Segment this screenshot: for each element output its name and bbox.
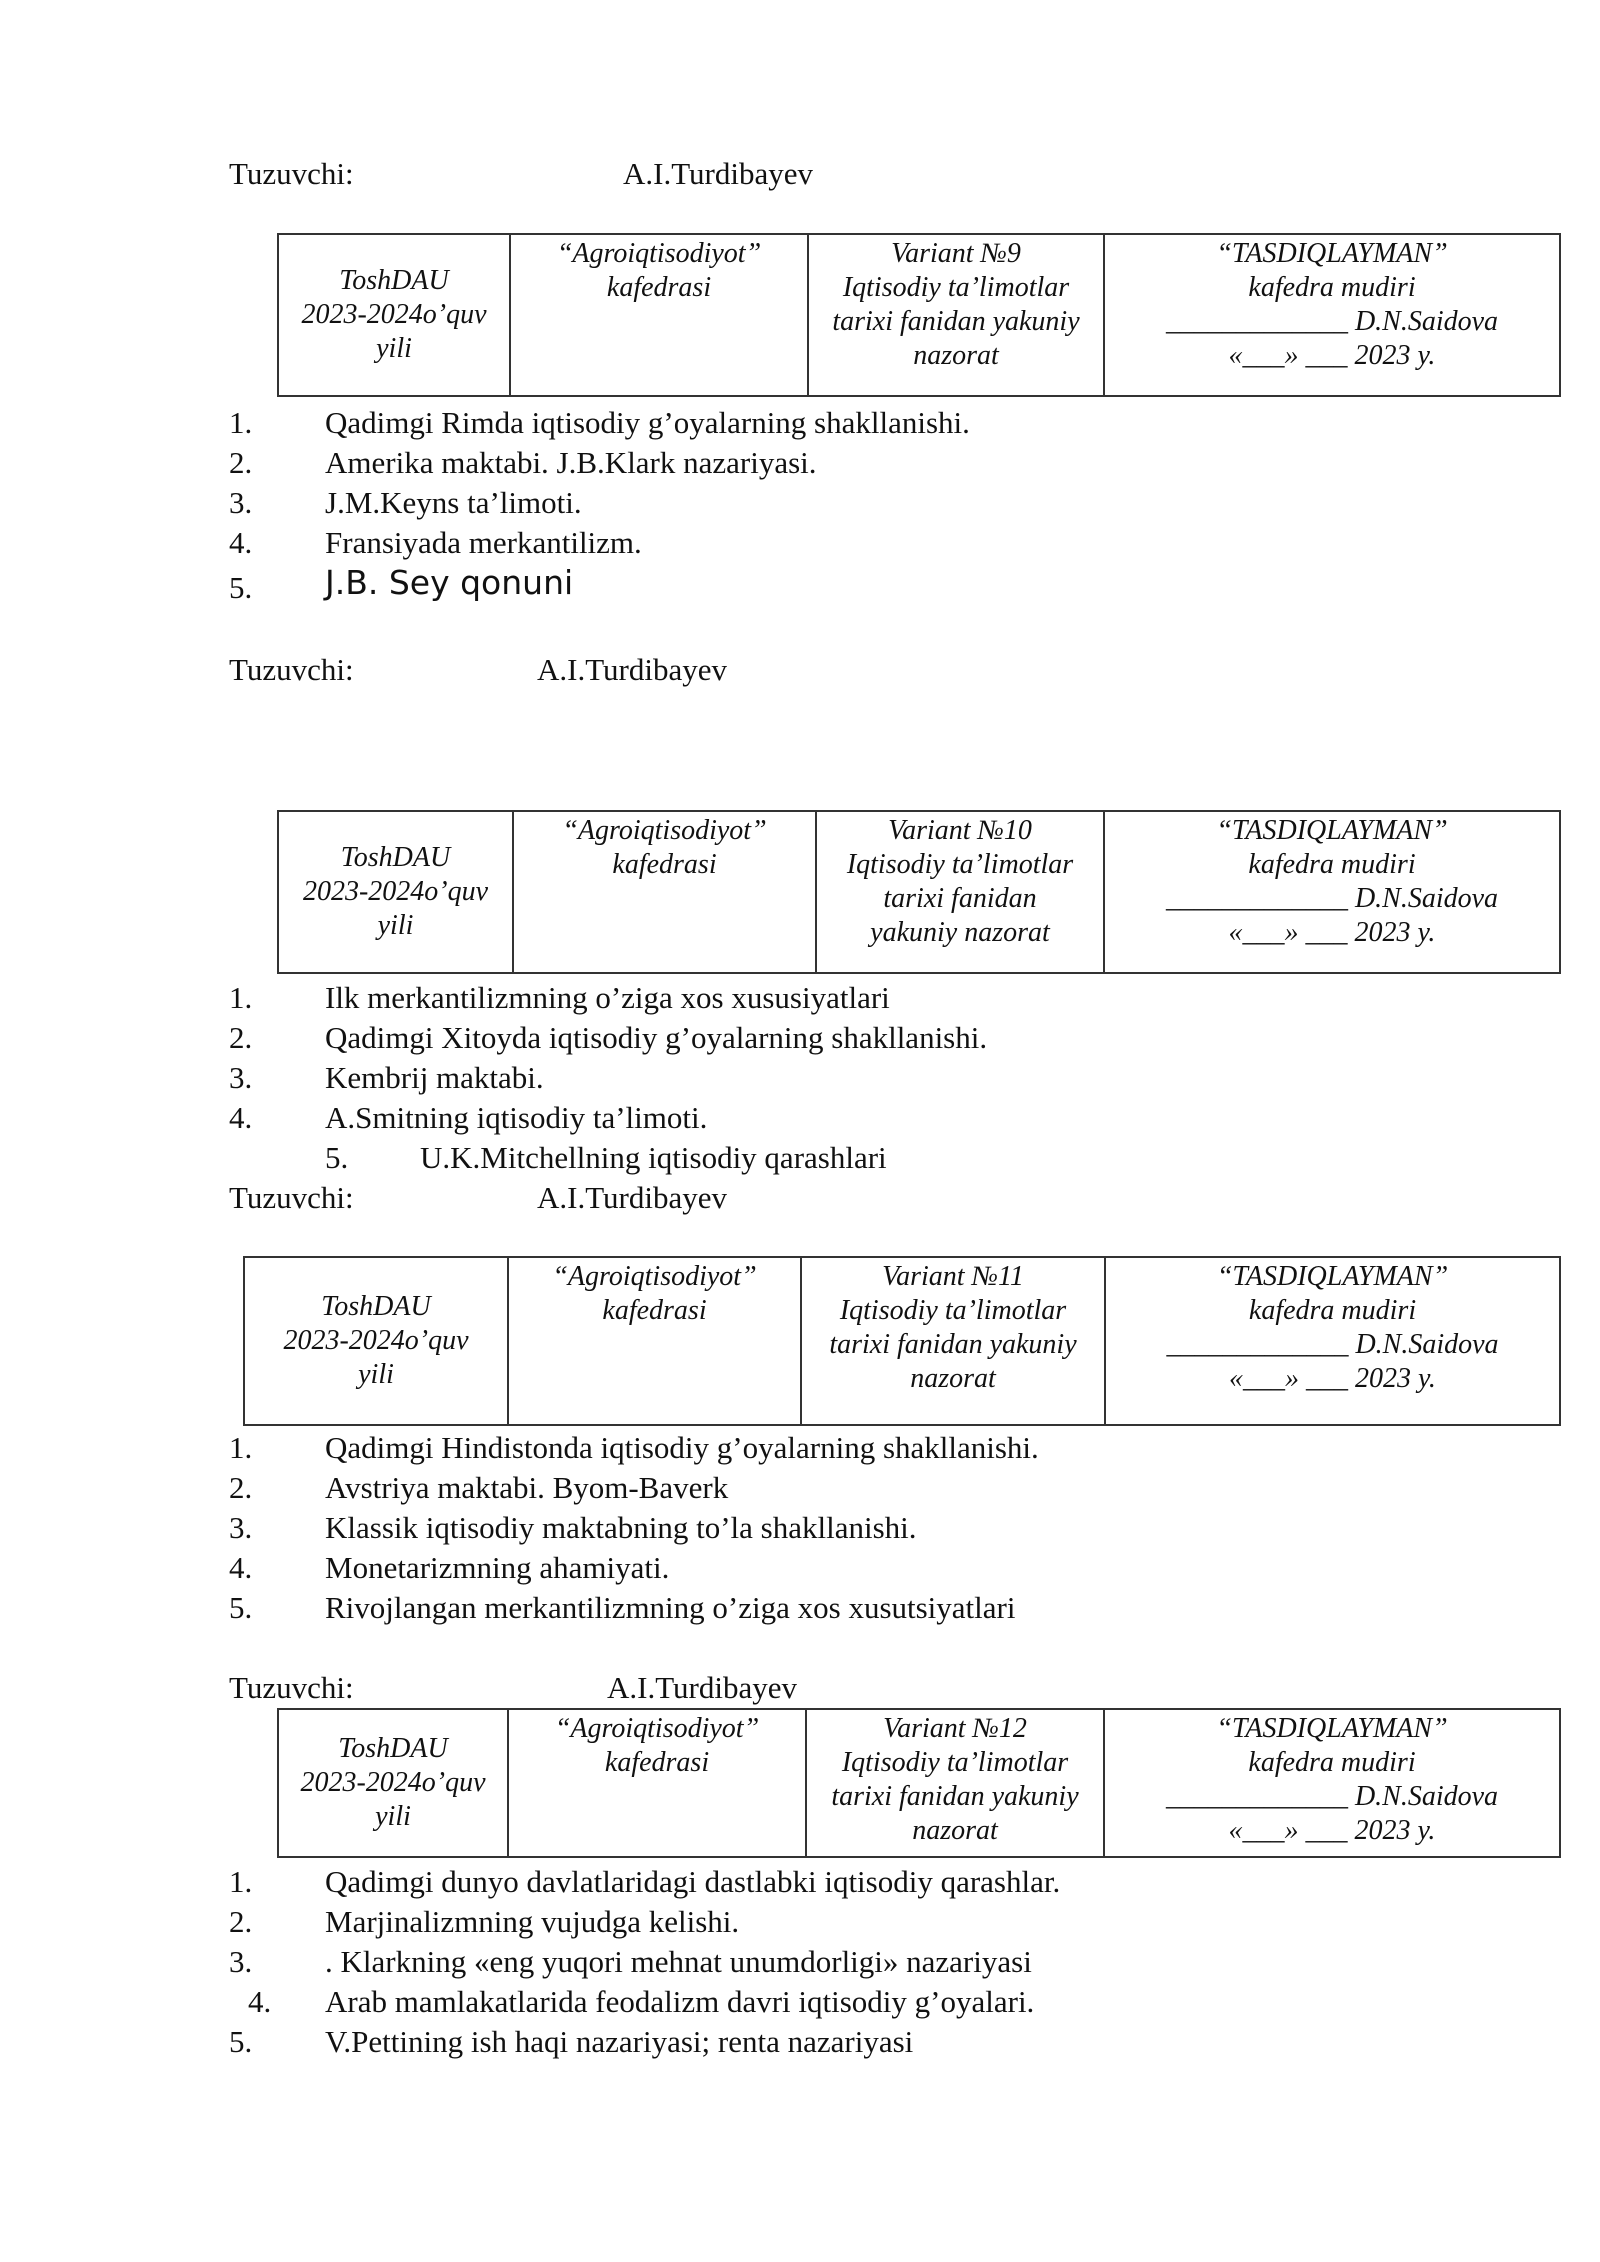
question-number: 5. [229,1590,253,1625]
question-number: 4. [229,1550,253,1585]
question-number: 3. [229,1944,253,1979]
question-text: Fransiyada merkantilizm. [325,525,642,560]
question-number: 2. [229,445,253,480]
compiler-name: A.I.Turdibayev [607,1670,798,1705]
question-text: Qadimgi dunyo davlatlaridagi dastlabki iqtisodiy qarashlar. [325,1864,1061,1899]
question-number: 3. [229,485,253,520]
question-text: Monetarizmning ahamiyati. [325,1550,670,1585]
question-number: 2. [229,1904,253,1939]
question-text: Qadimgi Rimda iqtisodiy g’oyalarning shakllanishi. [325,405,970,440]
variant-cell: Variant №10 Iqtisodiy ta’limotlar tarixi fanidan yakuniy nazorat [816,811,1104,973]
question-text: U.K.Mitchellning iqtisodiy qarashlari [420,1140,887,1175]
compiler-label: Tuzuvchi: [229,652,354,687]
compiler-label: Tuzuvchi: [229,156,354,191]
question-number: 1. [229,1864,253,1899]
question-text: Qadimgi Hindistonda iqtisodiy g’oyalarning shakllanishi. [325,1430,1039,1465]
department-cell: “Agroiqtisodiyot” kafedrasi [510,234,808,396]
question-number: 4. [248,1984,272,2019]
question-number: 3. [229,1060,253,1095]
variant-cell: Variant №11 Iqtisodiy ta’limotlar tarixi fanidan yakuniy nazorat [801,1257,1105,1425]
question-text: Amerika maktabi. J.B.Klark nazariyasi. [325,445,817,480]
variant-header-table [277,233,1561,397]
question-text: J.B. Sey qonuni [325,563,574,602]
compiler-name: A.I.Turdibayev [537,652,728,687]
question-text: Rivojlangan merkantilizmning o’ziga xos xusutsiyatlari [325,1590,1016,1625]
question-number: 5. [229,570,253,605]
department-cell: “Agroiqtisodiyot” kafedrasi [508,1709,806,1857]
question-number: 3. [229,1510,253,1545]
approval-cell: “TASDIQLAYMAN” kafedra mudiri _____________ D.N.Saidova «___» ___ 2023 y. [1105,1257,1560,1425]
question-text: Klassik iqtisodiy maktabning to’la shakllanishi. [325,1510,917,1545]
question-number: 4. [229,1100,253,1135]
university-cell: ToshDAU 2023-2024o’quv yili [278,234,510,396]
question-number: 1. [229,980,253,1015]
question-text: Marjinalizmning vujudga kelishi. [325,1904,740,1939]
question-text: A.Smitning iqtisodiy ta’limoti. [325,1100,708,1135]
question-text: Ilk merkantilizmning o’ziga xos xususiyatlari [325,980,890,1015]
compiler-label: Tuzuvchi: [229,1670,354,1705]
question-number: 1. [229,405,253,440]
department-cell: “Agroiqtisodiyot” kafedrasi [508,1257,801,1425]
question-number: 1. [229,1430,253,1465]
question-text: Avstriya maktabi. Byom-Baverk [325,1470,729,1505]
department-cell: “Agroiqtisodiyot” kafedrasi [513,811,816,973]
variant-cell: Variant №9 Iqtisodiy ta’limotlar tarixi fanidan yakuniy nazorat [808,234,1104,396]
university-cell: ToshDAU 2023-2024o’quv yili [278,811,513,973]
question-number: 2. [229,1470,253,1505]
approval-cell: “TASDIQLAYMAN” kafedra mudiri _____________ D.N.Saidova «___» ___ 2023 y. [1104,234,1560,396]
variant-header-table [277,1708,1561,1858]
question-number: 5. [325,1140,349,1175]
question-text: Arab mamlakatlarida feodalizm davri iqtisodiy g’oyalari. [325,1984,1035,2019]
compiler-label: Tuzuvchi: [229,1180,354,1215]
approval-cell: “TASDIQLAYMAN” kafedra mudiri _____________ D.N.Saidova «___» ___ 2023 y. [1104,1709,1560,1857]
question-text: V.Pettining ish haqi nazariyasi; renta nazariyasi [325,2024,914,2059]
university-cell: ToshDAU 2023-2024o’quv yili [244,1257,508,1425]
question-text: . Klarkning «eng yuqori mehnat unumdorligi» nazariyasi [325,1944,1032,1979]
variant-header-table [277,810,1561,974]
variant-header-table [243,1256,1561,1426]
question-number: 2. [229,1020,253,1055]
question-text: J.M.Keyns ta’limoti. [325,485,582,520]
university-cell: ToshDAU 2023-2024o’quv yili [278,1709,508,1857]
question-text: Qadimgi Xitoyda iqtisodiy g’oyalarning shakllanishi. [325,1020,988,1055]
question-number: 4. [229,525,253,560]
variant-cell: Variant №12 Iqtisodiy ta’limotlar tarixi fanidan yakuniy nazorat [806,1709,1104,1857]
question-text: Kembrij maktabi. [325,1060,544,1095]
compiler-name: A.I.Turdibayev [537,1180,728,1215]
compiler-name: A.I.Turdibayev [623,156,814,191]
question-number: 5. [229,2024,253,2059]
approval-cell: “TASDIQLAYMAN” kafedra mudiri _____________ D.N.Saidova «___» ___ 2023 y. [1104,811,1560,973]
